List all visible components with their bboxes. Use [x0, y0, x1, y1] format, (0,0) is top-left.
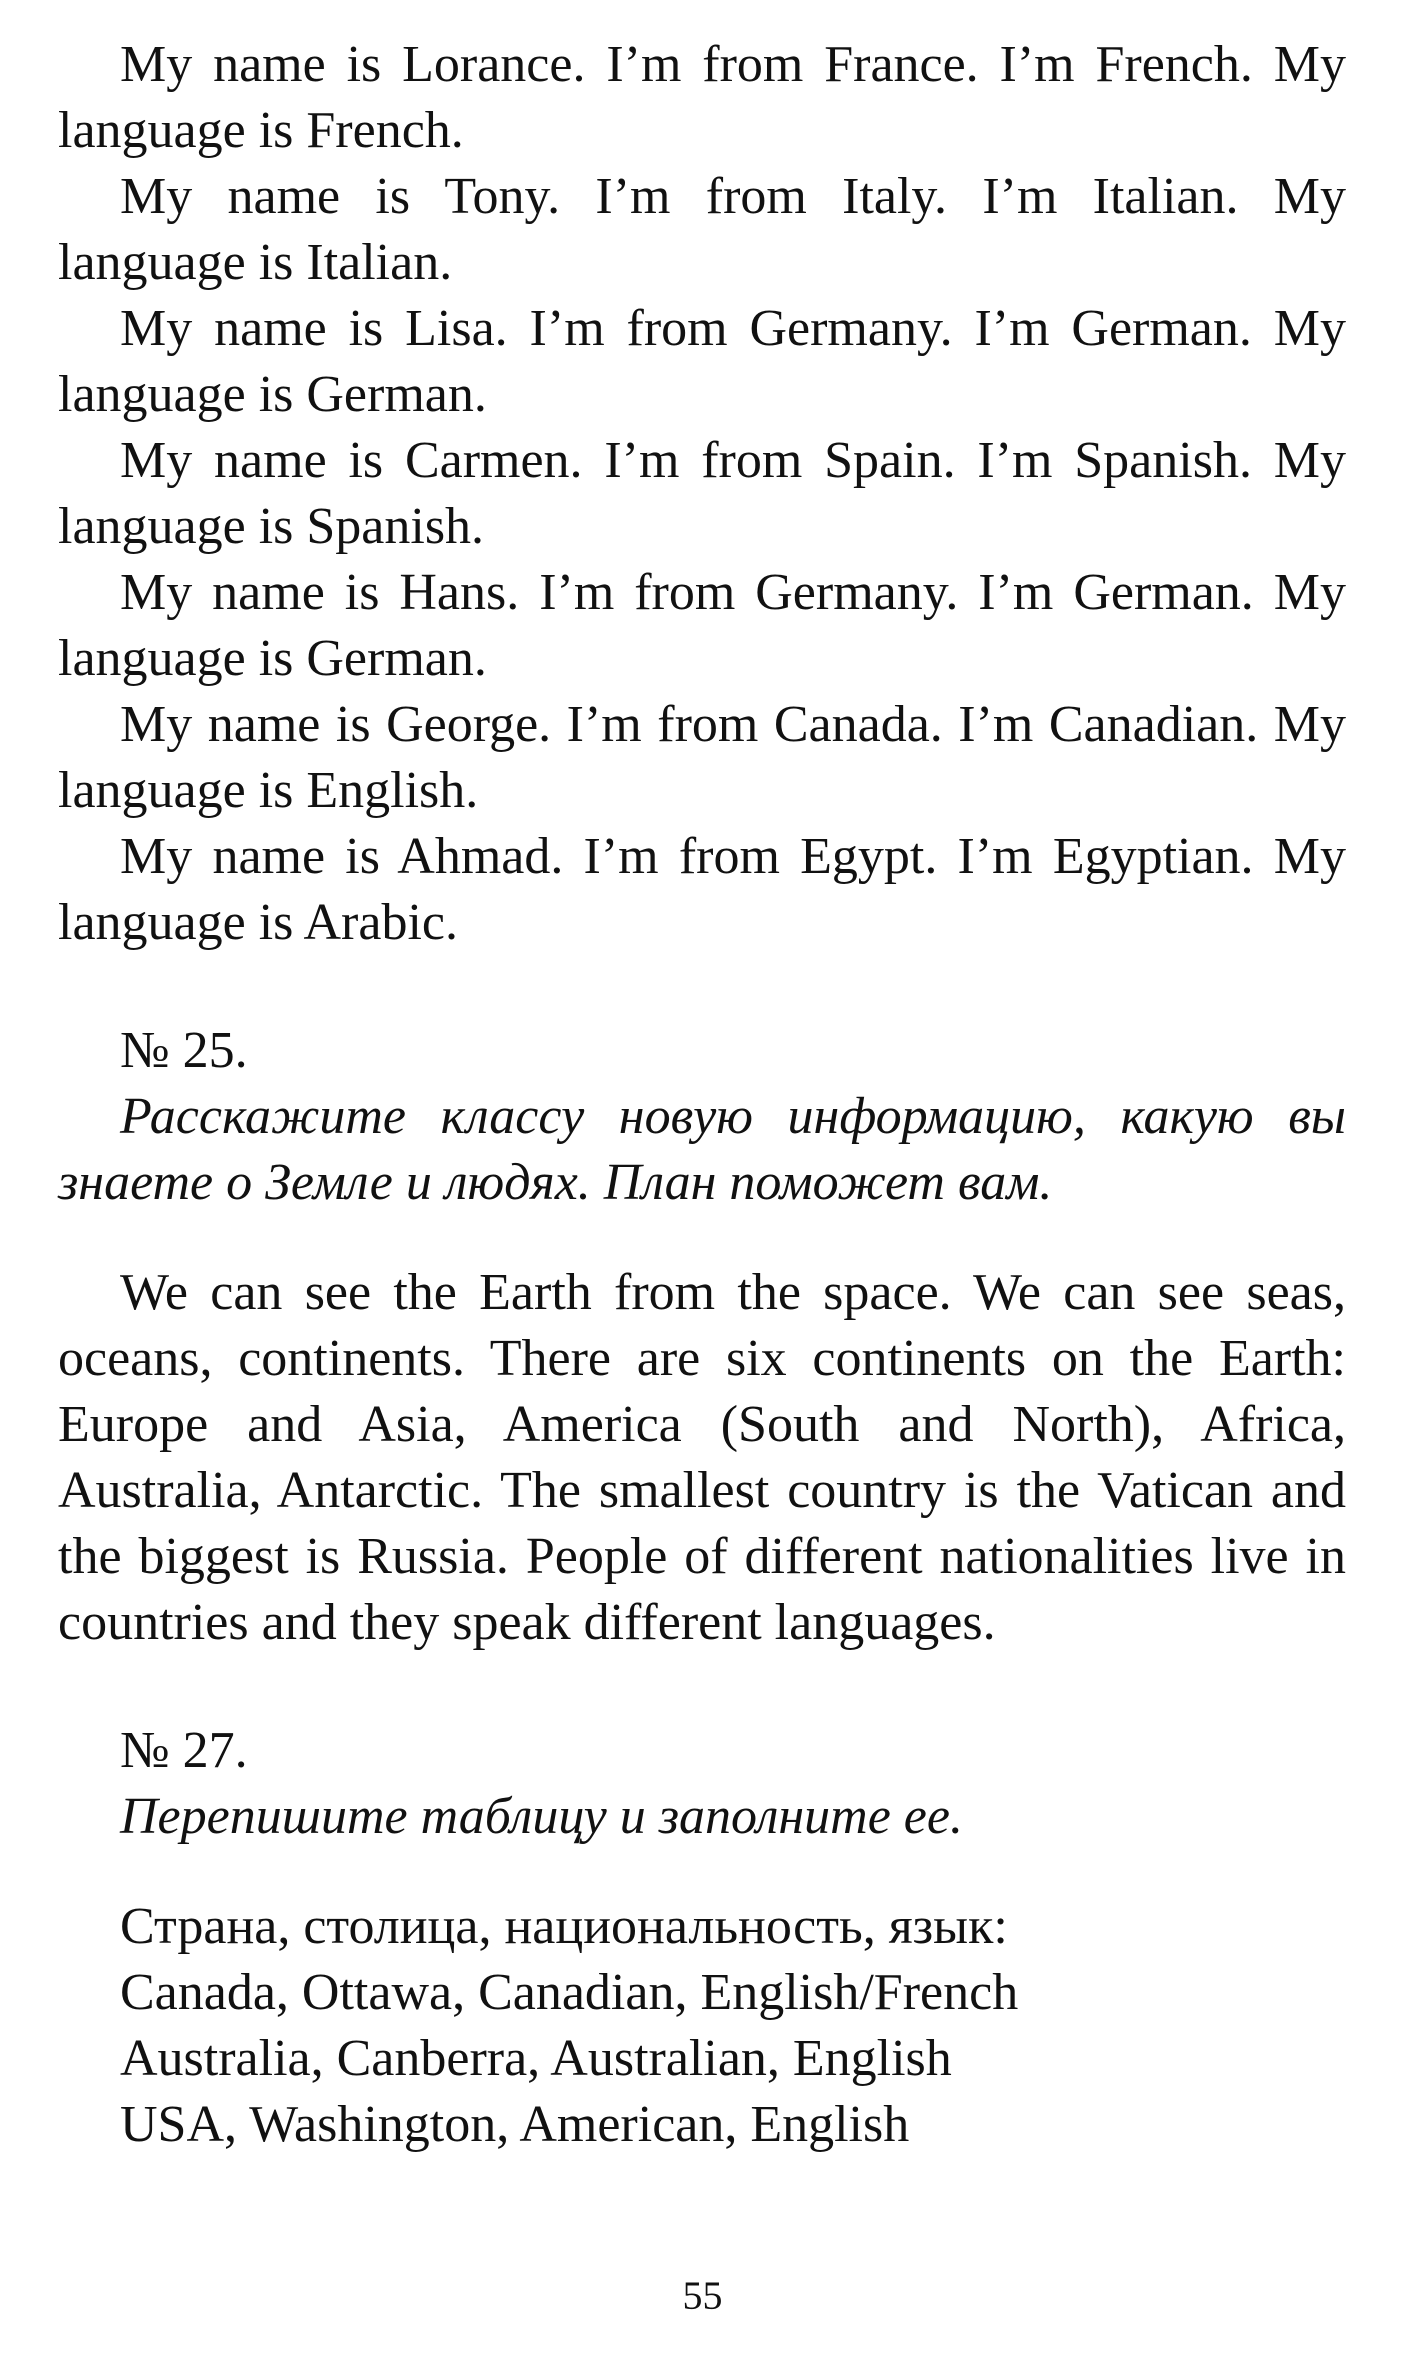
paragraph-ahmad: My name is Ahmad. I’m from Egypt. I’m Egyptian. My language is Arabic. — [58, 828, 1346, 951]
exercise-27-instruction: Перепишите таблицу и заполните ее. — [120, 1788, 963, 1845]
table-row-australia: Australia, Canberra, Australian, English — [120, 2030, 952, 2087]
page-content — [58, 32, 1346, 2158]
paragraph-tony: My name is Tony. I’m from Italy. I’m Italian. My language is Italian. — [58, 168, 1346, 291]
paragraph-carmen: My name is Carmen. I’m from Spain. I’m Spanish. My language is Spanish. — [58, 432, 1346, 555]
table-row-usa: USA, Washington, American, English — [120, 2096, 910, 2153]
spacer — [58, 1850, 1346, 1894]
paragraph-hans: My name is Hans. I’m from Germany. I’m German. My language is German. — [58, 564, 1346, 687]
spacer — [58, 956, 1346, 1018]
spacer — [58, 1216, 1346, 1260]
paragraph-george: My name is George. I’m from Canada. I’m Canadian. My language is English. — [58, 696, 1346, 819]
exercise-25-number: № 25. — [120, 1022, 248, 1079]
spacer — [58, 1656, 1346, 1718]
paragraph-lisa: My name is Lisa. I’m from Germany. I’m German. My language is German. — [58, 300, 1346, 423]
exercise-27-answer — [58, 1894, 1346, 2158]
exercise-25-instruction: Расскажите классу новую информацию, какую вы знаете о Земле и людях. План поможет вам. — [58, 1088, 1346, 1211]
paragraph-lorance: My name is Lorance. I’m from France. I’m French. My language is French. — [58, 36, 1346, 159]
page-number: 55 — [682, 2273, 723, 2318]
table-row-canada: Canada, Ottawa, Canadian, English/French — [120, 1964, 1019, 2021]
exercise-27-number: № 27. — [120, 1722, 248, 1779]
table-header-line: Страна, столица, национальность, язык: — [120, 1898, 1008, 1955]
exercise-25-answer: We can see the Earth from the space. We can see seas, oceans, continents. There are six continents on the Earth: Europe and Asia, America (South and North), Africa, Australia, Antarctic. The smallest country is the Vatican and the biggest is Russia. People of different nationalities live in countries and they speak different languages. — [58, 1264, 1346, 1651]
